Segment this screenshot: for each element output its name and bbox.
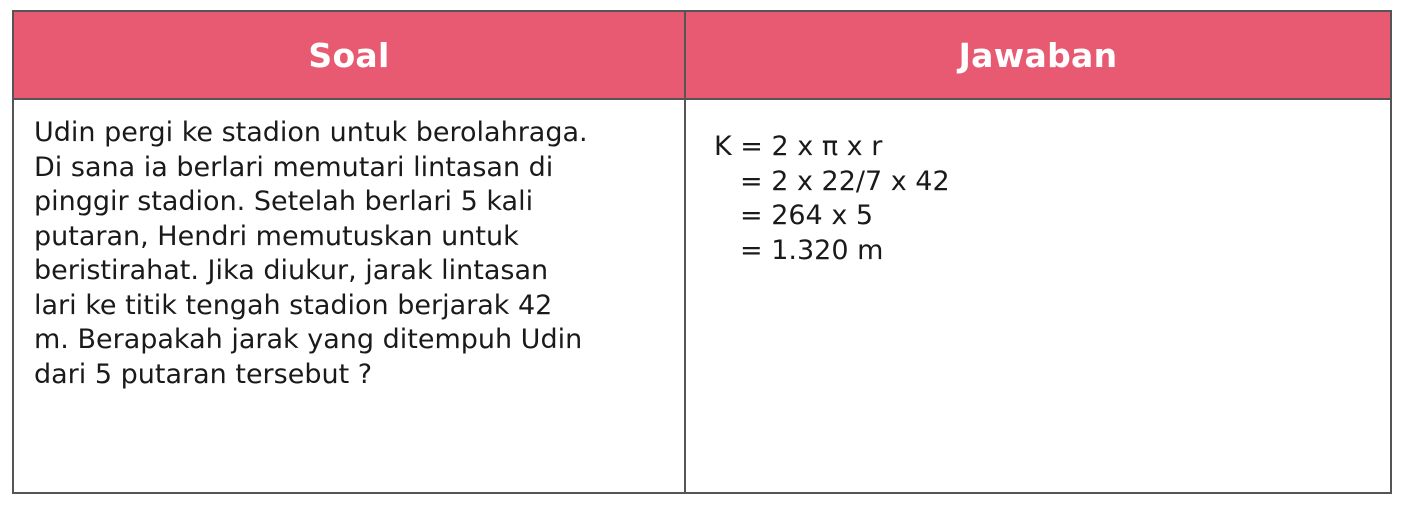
answer-result-line: = 1.320 m xyxy=(740,234,884,266)
question-line: dari 5 putaran tersebut ? xyxy=(34,358,373,390)
answer-cell xyxy=(686,100,1390,492)
answer-formula-line: K = 2 x π x r xyxy=(714,131,883,162)
question-line: Di sana ia berlari memutari lintasan di xyxy=(34,151,554,183)
question-line: pinggir stadion. Setelah berlari 5 kali xyxy=(34,186,534,217)
question-line: putaran, Hendri memutuskan untuk xyxy=(34,220,519,252)
question-line: beristirahat. Jika diukur, jarak lintasan xyxy=(34,255,549,286)
question-line: Udin pergi ke stadion untuk berolahraga. xyxy=(34,117,588,148)
question-line: lari ke titik tengah stadion berjarak 42 xyxy=(34,289,553,321)
header-jawaban: Jawaban xyxy=(686,12,1390,100)
question-line: m. Berapakah jarak yang ditempuh Udin xyxy=(34,324,583,355)
question-answer-table xyxy=(12,10,1392,494)
header-soal: Soal xyxy=(14,12,686,100)
answer-step-line: = 264 x 5 xyxy=(740,200,874,231)
question-cell xyxy=(14,100,686,492)
answer-step-line: = 2 x 22/7 x 42 xyxy=(740,165,950,197)
